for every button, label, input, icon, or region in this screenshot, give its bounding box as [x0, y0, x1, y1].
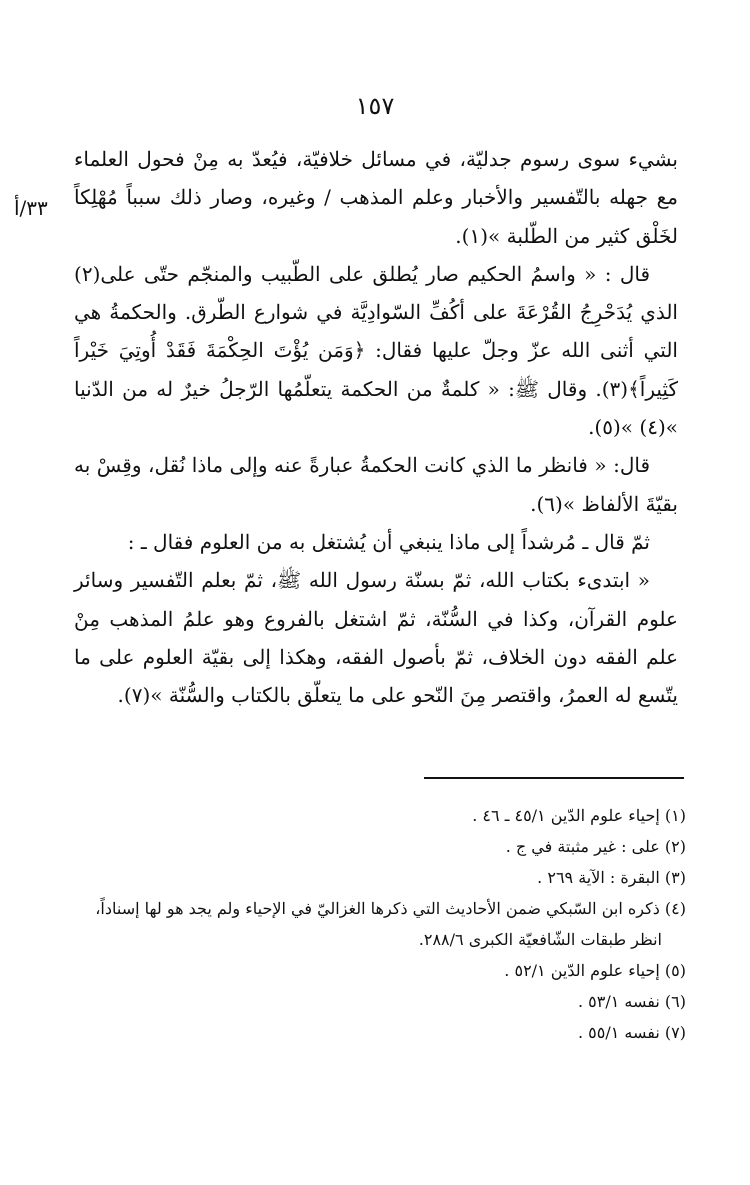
paragraph: بشيء سوى رسوم جدليّة، في مسائل خلافيّة، فيُعدّ به مِنْ فحول العلماء مع جهله بالتّفسير والأخبار وعلم المذهب / وغيره، وصار ذلك سبباً مُهْلِكاً لخَلْق كثير من الطّلبة »(١).	[74, 147, 678, 248]
footnote-3: (٣) البقرة : الآية ٢٦٩ .	[537, 868, 686, 887]
quoted-paragraph: « ابتدىء بكتاب الله، ثمّ بسنّة رسول الله ﷺ، ثمّ بعلم التّفسير وسائر علوم القرآن، وكذا في السُّنّة، ثمّ اشتغل بالفروع وهو علمُ المذهب مِنْ علم الفقه دون الخلاف، ثمّ بأصول الفقه، وهكذا إلى بقيّة العلوم على ما يتّسع له العمرُ، واقتصر مِنَ النّحو على ما يتعلّق بالكتاب والسُّنّة »(٧).	[74, 568, 678, 708]
footnote-1: (١) إحياء علوم الدّين ٤٥/١ ـ ٤٦ .	[472, 806, 686, 825]
footnote-2: (٢) على : غير مثبتة في ج .	[505, 837, 686, 856]
page-number: ١٥٧	[355, 92, 395, 120]
paragraph: قال : « واسمُ الحكيم صار يُطلق على الطّبيب والمنجّم حتّى على(٢) الذي يُدَحْرِجُ القُرْعَةَ على أكُفِّ السّوادِيَّة في شوارع الطّرق. والحكمةُ هي التي أثنى الله عزّ وجلّ عليها فقال: ﴿وَمَن يُؤْتَ الحِكْمَةَ فَقَدْ أُوتِيَ خَيْراً كَثِيراً﴾(٣). وقال ﷺ: « كلمةٌ من الحكمة يتعلّمُها الرّجلُ خيرٌ له من الدّنيا »(٤) »(٥).	[74, 261, 678, 440]
footnotes	[60, 800, 686, 1048]
manuscript-folio-note: ٣٣/أ	[14, 196, 48, 220]
paragraph: ثمّ قال ـ مُرشداً إلى ماذا ينبغي أن يُشتغل به من العلوم فقال ـ :	[127, 529, 650, 554]
footnote-7: (٧) نفسه ٥٥/١ .	[578, 1023, 686, 1042]
footnote-4-continued: انظر طبقات الشّافعيّة الكبرى ٢٨٨/٦.	[418, 930, 662, 949]
footnote-4: (٤) ذكره ابن السّبكي ضمن الأحاديث التي ذكرها الغزاليّ في الإحياء ولم يجد هو لها إسناداً،	[95, 899, 686, 918]
footnote-divider	[424, 777, 684, 779]
paragraph: قال: « فانظر ما الذي كانت الحكمةُ عبارةً عنه وإلى ماذا نُقل، وقِسْ به بقيّةَ الألفاظ »(٦).	[74, 453, 678, 516]
main-text	[74, 140, 678, 714]
footnote-6: (٦) نفسه ٥٣/١ .	[578, 992, 686, 1011]
footnote-5: (٥) إحياء علوم الدّين ٥٢/١ .	[504, 961, 686, 980]
